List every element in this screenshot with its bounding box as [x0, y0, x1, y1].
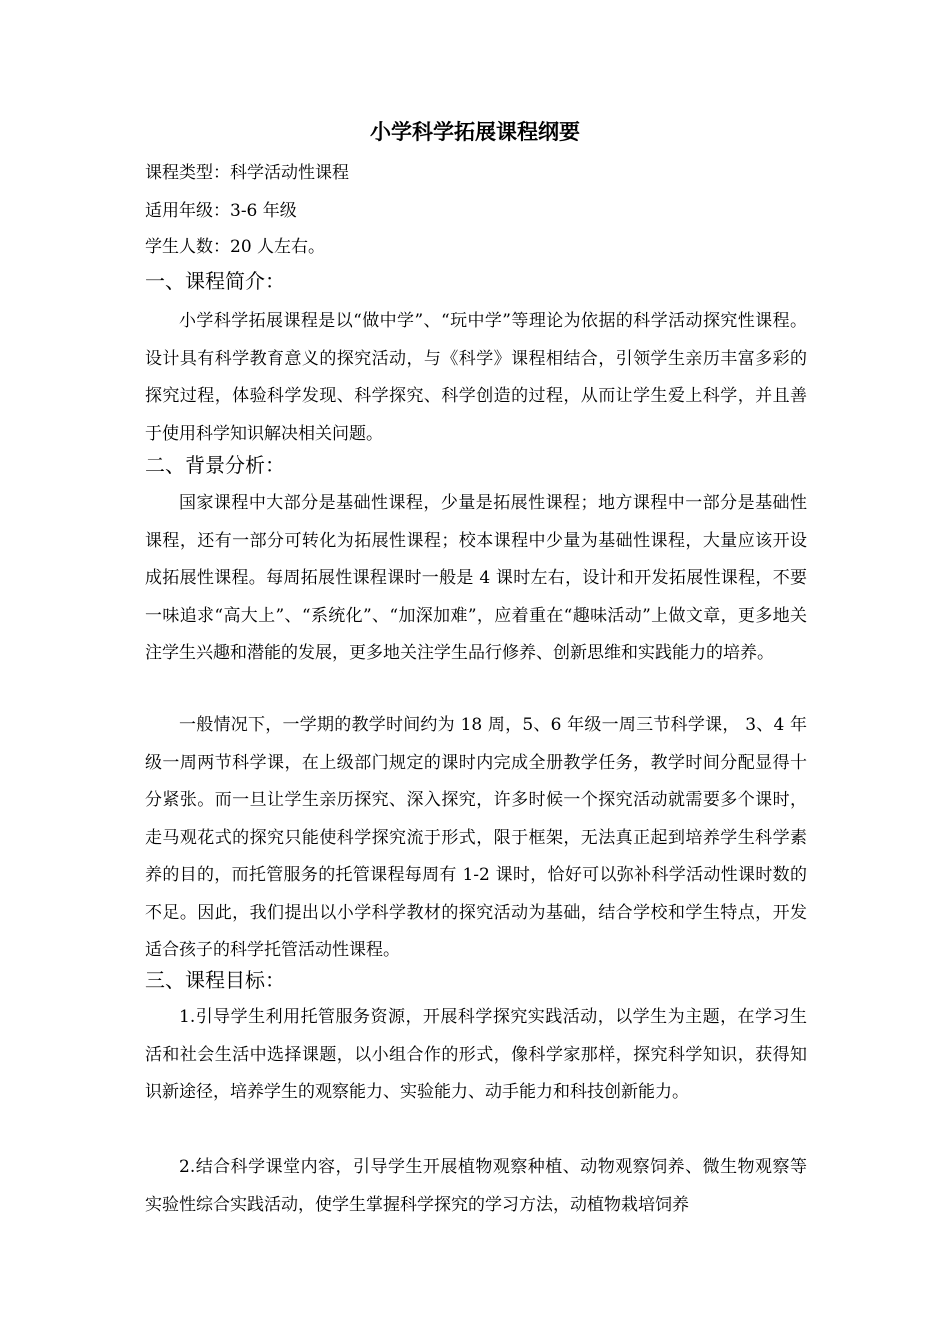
background-paragraph-1: 国家课程中大部分是基础性课程，少量是拓展性课程；地方课程中一部分是基础性课程，还有一部分可转化为拓展性课程；校本课程中少量为基础性课程，大量应该开设成拓展性课程。每周拓展性课程课时一般是 4 课时左右，设计和开发拓展性课程，不要一味追求“高大上”、“系统化”、“加深加难”，应着重在“趣味活动”上做文章，更多地关注学生兴趣和潜能的发展，更多地关注学生品行修养、创新思维和实践能力的培养。	[145, 493, 807, 663]
section-heading-intro: 一、课程简介：	[145, 269, 285, 293]
intro-paragraph: 小学科学拓展课程是以“做中学”、“玩中学”等理论为依据的科学活动探究性课程。设计具有科学教育意义的探究活动，与《科学》课程相结合，引领学生亲历丰富多彩的探究过程，体验科学发现、科学探究、科学创造的过程，从而让学生爱上科学，并且善于使用科学知识解决相关问题。	[145, 311, 807, 444]
course-type-line: 课程类型：科学活动性课程	[145, 163, 349, 183]
section-heading-background: 二、背景分析：	[145, 453, 285, 477]
goals-paragraph-1: 1.引导学生利用托管服务资源，开展科学探究实践活动，以学生为主题，在学习生活和社会生活中选择课题，以小组合作的形式，像科学家那样，探究科学知识，获得知识新途径，培养学生的观察能力、实验能力、动手能力和科技创新能力。	[145, 1007, 807, 1102]
section-heading-goals: 三、课程目标：	[145, 968, 285, 992]
background-paragraph-2: 一般情况下，一学期的教学时间约为 18 周，5、6 年级一周三节科学课， 3、4 年级一周两节科学课，在上级部门规定的课时内完成全册教学任务，教学时间分配显得十分紧张。而一旦让学生亲历探究、深入探究，许多时候一个探究活动就需要多个课时，走马观花式的探究只能使科学探究流于形式，限于框架，无法真正起到培养学生科学素养的目的，而托管服务的托管课程每周有 1-2 课时，恰好可以弥补科学活动性课时数的不足。因此，我们提出以小学科学教材的探究活动为基础，结合学校和学生特点，开发适合孩子的科学托管活动性课程。	[145, 715, 807, 960]
goals-paragraph-2: 2.结合科学课堂内容，引导学生开展植物观察种植、动物观察饲养、微生物观察等实验性综合实践活动，使学生掌握科学探究的学习方法，动植物栽培饲养	[145, 1157, 807, 1215]
document-title: 小学科学拓展课程纲要	[370, 120, 580, 144]
grade-line: 适用年级：3-6 年级	[145, 201, 297, 221]
students-line: 学生人数：20 人左右。	[145, 237, 326, 257]
